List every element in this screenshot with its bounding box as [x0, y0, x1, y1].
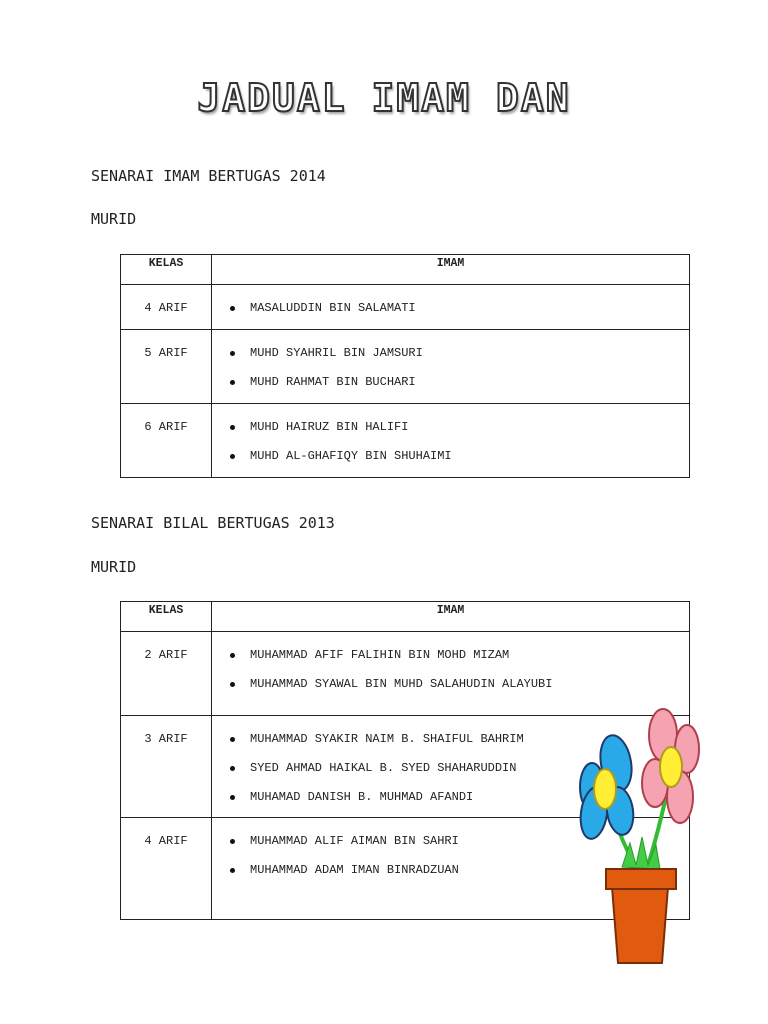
kelas-cell: 5 ARIF [121, 330, 212, 404]
list-item: MUHAMMAD AFIF FALIHIN BIN MOHD MIZAM [250, 648, 689, 663]
kelas-cell: 4 ARIF [121, 818, 212, 920]
kelas-cell: 4 ARIF [121, 285, 212, 330]
names-cell [212, 285, 690, 330]
imam-section-heading: SENARAI IMAM BERTUGAS 2014 [91, 167, 326, 185]
table-row [121, 330, 690, 404]
imam-column-header: IMAM [212, 255, 690, 285]
table-row [121, 404, 690, 478]
flower-pot-illustration [570, 705, 710, 967]
list-item: MUHD AL-GHAFIQY BIN SHUHAIMI [250, 449, 689, 464]
list-item: MUHD HAIRUZ BIN HALIFI [250, 420, 689, 435]
list-item: MASALUDDIN BIN SALAMATI [250, 301, 689, 316]
list-item: MUHAMMAD SYAWAL BIN MUHD SALAHUDIN ALAYUBI [250, 677, 689, 692]
kelas-cell: 6 ARIF [121, 404, 212, 478]
table-row [121, 632, 690, 716]
kelas-column-header: KELAS [121, 255, 212, 285]
flower-pot [606, 869, 676, 963]
list-item: MUHAMMAD ADAM IMAN BINRADZUAN [250, 863, 689, 878]
imam-table [120, 254, 690, 478]
list-item: MUHD RAHMAT BIN BUCHARI [250, 375, 689, 390]
blue-flower [578, 733, 637, 841]
names-cell [212, 330, 690, 404]
imam-section-subheading: MURID [91, 210, 137, 228]
list-item: MUHAMMAD ALIF AIMAN BIN SAHRI [250, 834, 689, 849]
kelas-column-header: KELAS [121, 602, 212, 632]
imam-column-header: IMAM [212, 602, 690, 632]
table-header-row [121, 255, 690, 285]
list-item: MUHAMMAD SYAKIR NAIM B. SHAIFUL BAHRIM [250, 732, 689, 747]
list-item: MUHAMAD DANISH B. MUHMAD AFANDI [250, 790, 689, 805]
kelas-cell: 3 ARIF [121, 716, 212, 818]
page-title: JADUAL IMAM DAN [197, 76, 571, 120]
names-cell [212, 404, 690, 478]
list-item: SYED AHMAD HAIKAL B. SYED SHAHARUDDIN [250, 761, 689, 776]
table-row [121, 285, 690, 330]
list-item: MUHD SYAHRIL BIN JAMSURI [250, 346, 689, 361]
table-header-row [121, 602, 690, 632]
names-cell [212, 632, 690, 716]
bilal-section-subheading: MURID [91, 558, 137, 576]
bilal-section-heading: SENARAI BILAL BERTUGAS 2013 [91, 514, 335, 532]
pink-flower [642, 709, 699, 823]
kelas-cell: 2 ARIF [121, 632, 212, 716]
